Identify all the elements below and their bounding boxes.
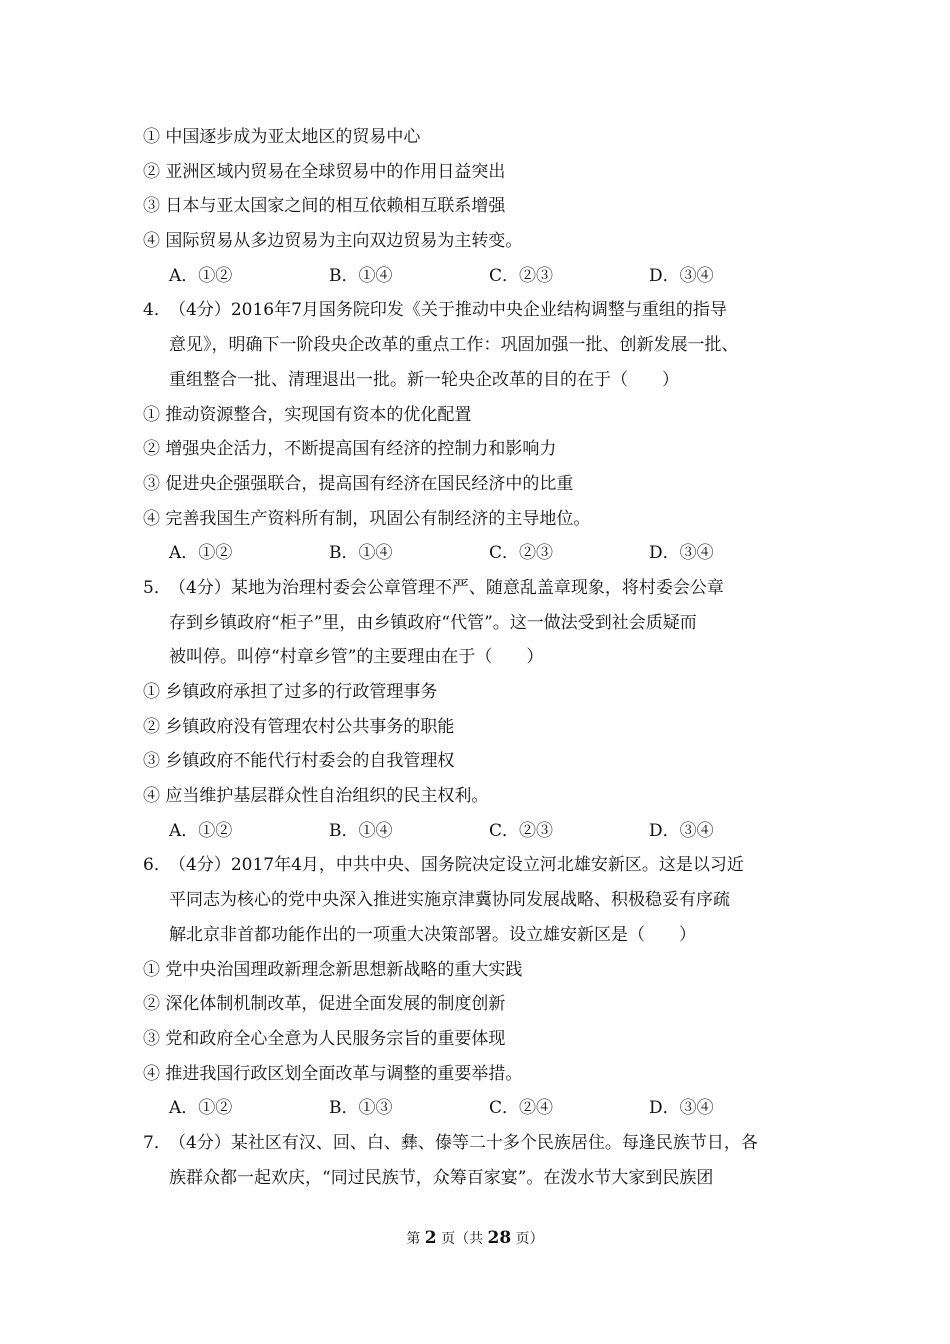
option-item: ④ 应当维护基层群众性自治组织的民主权利。 [143, 786, 489, 807]
question-stem-line: 族群众都一起欢庆，“同过民族节，众筹百家宴”。在泼水节大家到民族团 [169, 1167, 714, 1188]
option-item: ② 增强央企活力，不断提高国有经济的控制力和影响力 [143, 439, 557, 460]
footer-suffix: 页） [511, 1231, 544, 1247]
option-item: ④ 推进我国行政区划全面改革与调整的重要举措。 [143, 1063, 523, 1084]
option-item: ③ 乡镇政府不能代行村委会的自我管理权 [143, 751, 455, 772]
page-number: 2 [424, 1228, 437, 1248]
question-3-tail [143, 120, 813, 293]
footer-middle: 页（共 [436, 1231, 488, 1247]
choice-b: B．①③ [329, 1098, 393, 1119]
choice-c: C．②③ [489, 543, 554, 564]
option-item: ② 深化体制机制改革，促进全面发展的制度创新 [143, 994, 506, 1015]
answer-choices [143, 1091, 813, 1126]
option-item: ② 乡镇政府没有管理农村公共事务的职能 [143, 716, 455, 737]
choice-a: A．①② [169, 543, 233, 564]
question-number: 6． [143, 855, 171, 876]
choice-d: D．③④ [649, 820, 714, 841]
page-total: 28 [487, 1228, 512, 1248]
question-6 [143, 848, 813, 1126]
question-stem-line: 被叫停。叫停“村章乡管”的主要理由在于（ ） [169, 647, 544, 668]
choice-a: A．①② [169, 820, 233, 841]
question-stem-line: 5．（4分）某地为治理村委会公章管理不严、随意乱盖章现象，将村委会公章 [143, 571, 813, 606]
option-item: ① 乡镇政府承担了过多的行政管理事务 [143, 682, 438, 702]
answer-choices [143, 814, 813, 849]
option-item: ④ 国际贸易从多边贸易为主向双边贸易为主转变。 [143, 231, 523, 252]
choice-d: D．③④ [649, 265, 714, 286]
choice-b: B．①④ [329, 820, 393, 841]
question-stem-line: 7．（4分）某社区有汉、回、白、彝、傣等二十多个民族居住。每逢民族节日，各 [143, 1126, 813, 1161]
option-item: ① 党中央治国理政新理念新思想新战略的重大实践 [143, 959, 523, 980]
question-stem-line: 4．（4分）2016年7月国务院印发《关于推动中央企业结构调整与重组的指导 [143, 293, 813, 328]
question-7 [143, 1126, 813, 1195]
choice-d: D．③④ [649, 1098, 714, 1119]
option-item: ① 中国逐步成为亚太地区的贸易中心 [143, 127, 421, 147]
question-stem-line: 意见》，明确下一阶段央企改革的重点工作：巩固加强一批、创新发展一批、 [169, 335, 739, 356]
option-item: ③ 党和政府全心全意为人民服务宗旨的重要体现 [143, 1028, 506, 1049]
choice-c: C．②③ [489, 820, 554, 841]
question-stem-line: 重组整合一批、清理退出一批。新一轮央企改革的目的在于（ ） [169, 369, 679, 390]
question-number: 7． [143, 1132, 171, 1153]
question-stem-line: 6．（4分）2017年4月，中共中央、国务院决定设立河北雄安新区。这是以习近 [143, 848, 813, 883]
question-stem-line: 平同志为核心的党中央深入推进实施京津冀协同发展战略、积极稳妥有序疏 [169, 890, 730, 911]
option-item: ③ 促进央企强强联合，提高国有经济在国民经济中的比重 [143, 473, 574, 494]
question-number: 4． [143, 300, 171, 321]
choice-c: C．②④ [489, 1098, 554, 1119]
option-item: ④ 完善我国生产资料所有制，巩固公有制经济的主导地位。 [143, 508, 591, 529]
choice-a: A．①② [169, 265, 233, 286]
footer-prefix: 第 [406, 1231, 425, 1247]
choice-d: D．③④ [649, 543, 714, 564]
question-4 [143, 293, 813, 571]
choice-b: B．①④ [329, 265, 393, 286]
question-stem-line: 存到乡镇政府“柜子”里，由乡镇政府“代管”。这一做法受到社会质疑而 [169, 612, 697, 633]
choice-b: B．①④ [329, 543, 393, 564]
option-item: ① 推动资源整合，实现国有资本的优化配置 [143, 404, 472, 425]
choice-a: A．①② [169, 1098, 233, 1119]
question-stem-line: 解北京非首都功能作出的一项重大决策部署。设立雄安新区是（ ） [169, 924, 696, 945]
answer-choices [143, 259, 813, 294]
page-footer [0, 1226, 950, 1251]
question-5 [143, 571, 813, 849]
option-item: ③ 日本与亚太国家之间的相互依赖相互联系增强 [143, 196, 506, 217]
choice-c: C．②③ [489, 265, 554, 286]
exam-content [143, 120, 813, 1195]
question-number: 5． [143, 577, 171, 598]
answer-choices [143, 536, 813, 571]
option-item: ② 亚洲区域内贸易在全球贸易中的作用日益突出 [143, 161, 506, 182]
